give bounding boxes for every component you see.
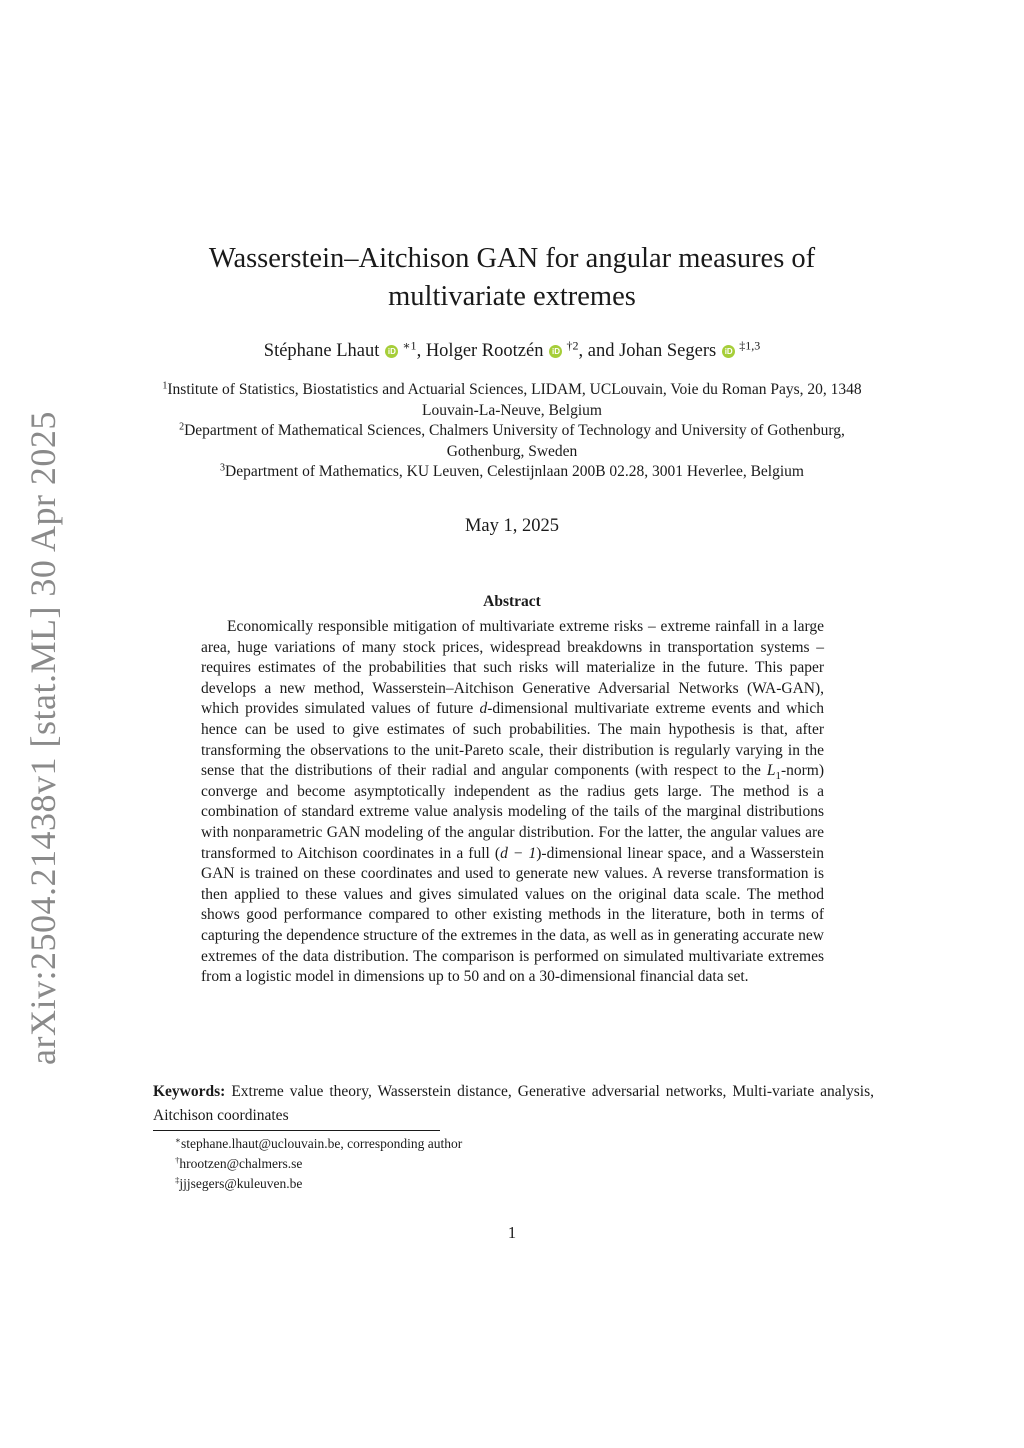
affiliation	[150, 421, 874, 462]
footnote-mark: ‡	[175, 1174, 180, 1185]
abstract-part: -norm) converge and become asymptotically independent as the radius gets large. The method is a combination of standard extreme value analysis modeling of the tails of the marginal distributions with nonparametric GAN modeling of the angular distribution. For the latter, the angular values are transformed to Aitchison coordinates in a full (	[201, 762, 824, 862]
footnote-list	[175, 1134, 462, 1193]
math-norm-subscript: 1	[775, 770, 781, 783]
orcid-icon[interactable]	[722, 345, 735, 358]
orcid-icon[interactable]	[549, 345, 562, 358]
arxiv-identifier-stamp: arXiv:2504.21438v1 [stat.ML] 30 Apr 2025	[23, 411, 63, 1065]
footnote-email[interactable]: hrootzen@chalmers.se	[179, 1155, 303, 1171]
publication-date: May 1, 2025	[464, 516, 560, 536]
orcid-icon[interactable]	[385, 345, 398, 358]
footnote-email[interactable]: jjjsegers@kuleuven.be	[179, 1175, 303, 1191]
paper-title	[150, 240, 874, 316]
keywords	[153, 1080, 874, 1128]
affiliation-number: 1	[162, 380, 168, 392]
math-expression: d − 1	[500, 844, 537, 862]
math-norm-symbol: L	[766, 762, 776, 780]
affiliation-text: Department of Mathematics, KU Leuven, Celestijnlaan 200B 02.28, 3001 Heverlee, Belgium	[225, 463, 804, 481]
author-mark: †2	[566, 338, 579, 353]
abstract-heading: Abstract	[483, 593, 541, 610]
author-separator: , and	[578, 341, 620, 361]
abstract-part: Economically responsible mitigation of multivariate extreme risks – extreme rainfall in a large area, huge variations of many stock prices, widespread breakdowns in transportation systems – requires estimates of the probabilities that such risks will materialize in the future. This paper develops a new method, Wasserstein–Aitchison Generative Adversarial Networks (WA-GAN), which provides simulated values of future	[201, 618, 824, 718]
author-mark: ‡1,3	[739, 338, 761, 353]
author-name: Stéphane Lhaut	[263, 341, 380, 361]
math-variable-d: d	[479, 700, 488, 718]
affiliation	[150, 380, 874, 421]
page-number: 1	[507, 1223, 517, 1242]
affiliation-number: 2	[179, 421, 185, 433]
paper-title-line-2: multivariate extremes	[388, 281, 636, 312]
author-list	[150, 338, 874, 364]
affiliation-list	[150, 380, 874, 483]
author-separator: ,	[416, 341, 426, 361]
abstract-part: -dimensional multivariate extreme events and which hence can be used to give estimates of such probabilities. The main hypothesis is that, after transforming the observations to the unit-Pareto scale, their distribution is regularly varying in the sense that the distributions of their radial and angular components (with respect to the	[201, 700, 824, 780]
keywords-text: Extreme value theory, Wasserstein distance, Generative adversarial networks, Multi-variate analysis, Aitchison coordinates	[153, 1083, 874, 1124]
abstract-text	[201, 617, 824, 988]
footnote	[175, 1174, 462, 1194]
affiliation	[150, 462, 874, 483]
paper-title-line-1: Wasserstein–Aitchison GAN for angular measures of	[208, 243, 816, 274]
abstract-part: )-dimensional linear space, and a Wasserstein GAN is trained on these coordinates and used to generate new values. A reverse transformation is then applied to these values and gives simulated values on the original data scale. The method shows good performance compared to other existing methods in the literature, both in terms of capturing the dependence structure of the extremes in the data, as well as in generating accurate new extremes of the data distribution. The comparison is performed on simulated multivariate extremes from a logistic model in dimensions up to 50 and on a 30-dimensional financial data set.	[201, 844, 825, 986]
footnote-mark: ∗	[175, 1135, 181, 1146]
footnote-rule	[153, 1130, 440, 1131]
footnote	[175, 1134, 462, 1154]
author-mark: ∗1	[402, 338, 417, 353]
author-name: Holger Rootzén	[425, 341, 544, 361]
keywords-label: Keywords:	[153, 1083, 226, 1100]
author-name: Johan Segers	[619, 341, 717, 361]
affiliation-number: 3	[220, 462, 226, 474]
affiliation-text: Department of Mathematical Sciences, Chalmers University of Technology and University of Gothenburg, Gothenburg, Sweden	[184, 422, 845, 460]
footnote-email[interactable]: stephane.lhaut@uclouvain.be, corresponding author	[180, 1136, 463, 1151]
footnote	[175, 1154, 462, 1174]
affiliation-text: Institute of Statistics, Biostatistics and Actuarial Sciences, LIDAM, UCLouvain, Voie du Roman Pays, 20, 1348 Louvain-La-Neuve, Belgium	[167, 381, 862, 419]
footnote-mark: †	[175, 1154, 180, 1165]
